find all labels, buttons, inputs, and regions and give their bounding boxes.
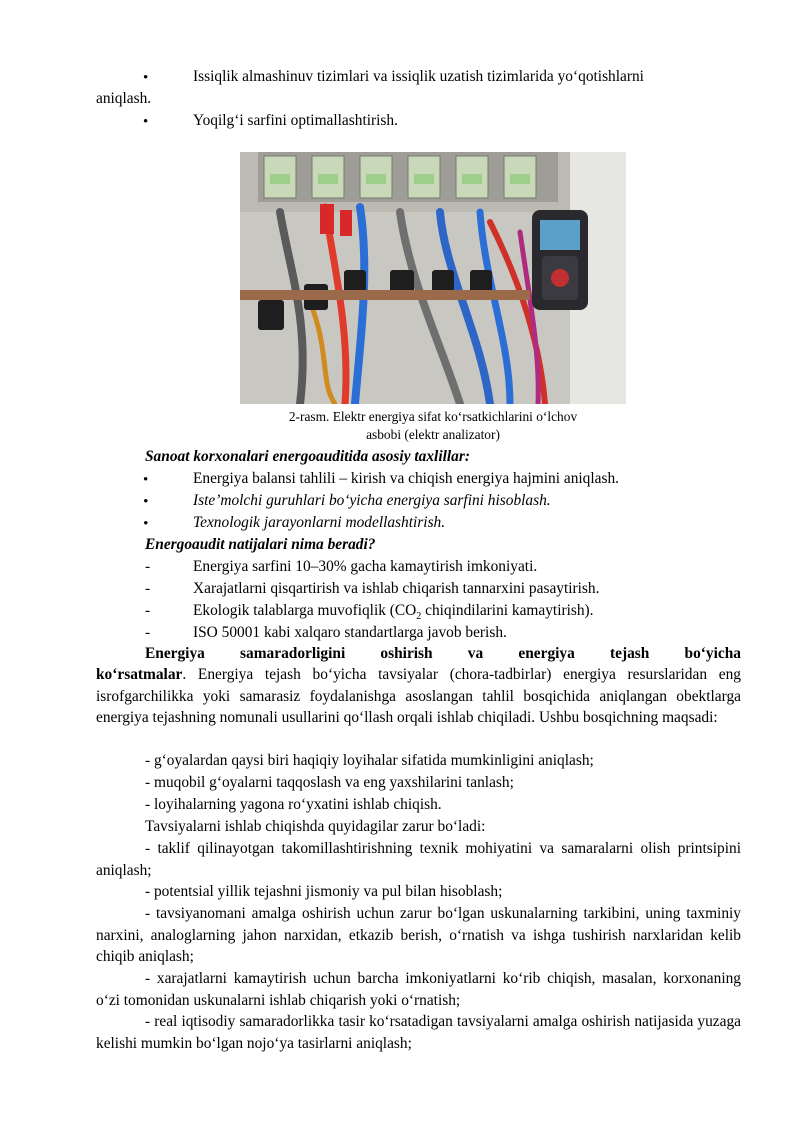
need-item: - xarajatlarni kamaytirish uchun barcha imkoniyatlarni koʻrib chiqish, masalan, korxonaning oʻzi tomonidan uskunalarni ishlab chiqarish yoki oʻrnatish; <box>96 970 741 1009</box>
goal-item: - gʻoyalardan qaysi biri haqiqiy loyihalar sifatida mumkinligini aniqlash; <box>145 752 594 769</box>
figure-caption-line1: 2-rasm. Elektr energiya sifat koʻrsatkichlarini oʻlchov <box>288 409 578 424</box>
bold-lead-line2: koʻrsatmalar <box>96 666 183 683</box>
bold-lead-line1: Energiya samaradorligini oshirish va energiya tejash boʻyicha <box>145 645 741 662</box>
bullet-dot: • <box>143 494 149 510</box>
bullet-text-continuation: aniqlash. <box>96 90 152 107</box>
list-item: Energiya sarfini 10–30% gacha kamaytirish imkoniyati. <box>193 558 538 575</box>
paragraph-text: . Energiya tejash boʻyicha tavsiyalar (chora-tadbirlar) energiya resurslaridan eng isrofgarchilikka yoki samarasiz foydalanishga asoslangan tahlil bosqichida aniqlangan obektlarga energiya tejashning nomunali usullarini qoʻllash orqali ishlab chiqiladi. Ushbu bosqichning maqsadi: <box>96 666 741 727</box>
co2-text: Ekologik talablarga muvofiqlik (CO <box>193 602 417 619</box>
dash-marker: - <box>145 624 151 641</box>
list-item: Texnologik jarayonlarni modellashtirish. <box>193 514 446 531</box>
section-heading: Energoaudit natijalari nima beradi? <box>145 536 376 553</box>
bullet-text: Yoqilgʻi sarfini optimallashtirish. <box>193 112 398 129</box>
needs-intro: Tavsiyalarni ishlab chiqishda quyidagilar zarur boʻladi: <box>145 818 486 835</box>
dash-marker: - <box>145 580 151 597</box>
need-item: - real iqtisodiy samaradorlikka tasir koʻrsatadigan tavsiyalarni amalga oshirish natijasida yuzaga kelishi mumkin boʻlgan nojoʻya tasirlarni aniqlash; <box>96 1013 741 1052</box>
dash-marker: - <box>145 602 151 619</box>
electrical-analyzer-photo <box>240 152 626 404</box>
bullet-dot: • <box>143 114 149 130</box>
list-item: Xarajatlarni qisqartirish va ishlab chiqarish tannarxini pasaytirish. <box>193 580 600 597</box>
need-item: - potentsial yillik tejashni jismoniy va pul bilan hisoblash; <box>145 883 503 900</box>
bullet-dot: • <box>143 70 149 86</box>
list-item: ISO 50001 kabi xalqaro standartlarga javob berish. <box>193 624 507 641</box>
goal-item: - loyihalarning yagona roʻyxatini ishlab chiqish. <box>145 796 442 813</box>
recommendations-paragraph <box>96 664 741 729</box>
need-item: - taklif qilinayotgan takomillashtirishning texnik mohiyatini va samaralarni olish printsipini aniqlash; <box>96 840 741 879</box>
need-item: - tavsiyanomani amalga oshirish uchun zarur boʻlgan uskunalarning tarkibini, uning taxminiy narxini, analoglarning jahon narxidan, etkazib berish, oʻrnatish va ishga tushirish narxlaridan kelib chiqib aniqlash; <box>96 905 741 966</box>
co2-subscript: 2 <box>416 611 422 623</box>
list-item: Iste’molchi guruhlari boʻyicha energiya sarfini hisoblash. <box>193 492 551 509</box>
co2-tail: chiqindilarini kamaytirish). <box>421 602 594 619</box>
dash-marker: - <box>145 558 151 575</box>
bullet-dot: • <box>143 516 149 532</box>
bullet-text: Issiqlik almashinuv tizimlari va issiqlik uzatish tizimlarida yoʻqotishlarni <box>193 68 644 85</box>
section-heading: Sanoat korxonalari energoauditida asosiy taxlillar: <box>145 448 470 465</box>
bullet-dot: • <box>143 472 149 488</box>
goal-item: - muqobil gʻoyalarni taqqoslash va eng yaxshilarini tanlash; <box>145 774 514 791</box>
figure-caption-line2: asbobi (elektr analizator) <box>366 427 500 442</box>
list-item: Energiya balansi tahlili – kirish va chiqish energiya hajmini aniqlash. <box>193 470 620 487</box>
